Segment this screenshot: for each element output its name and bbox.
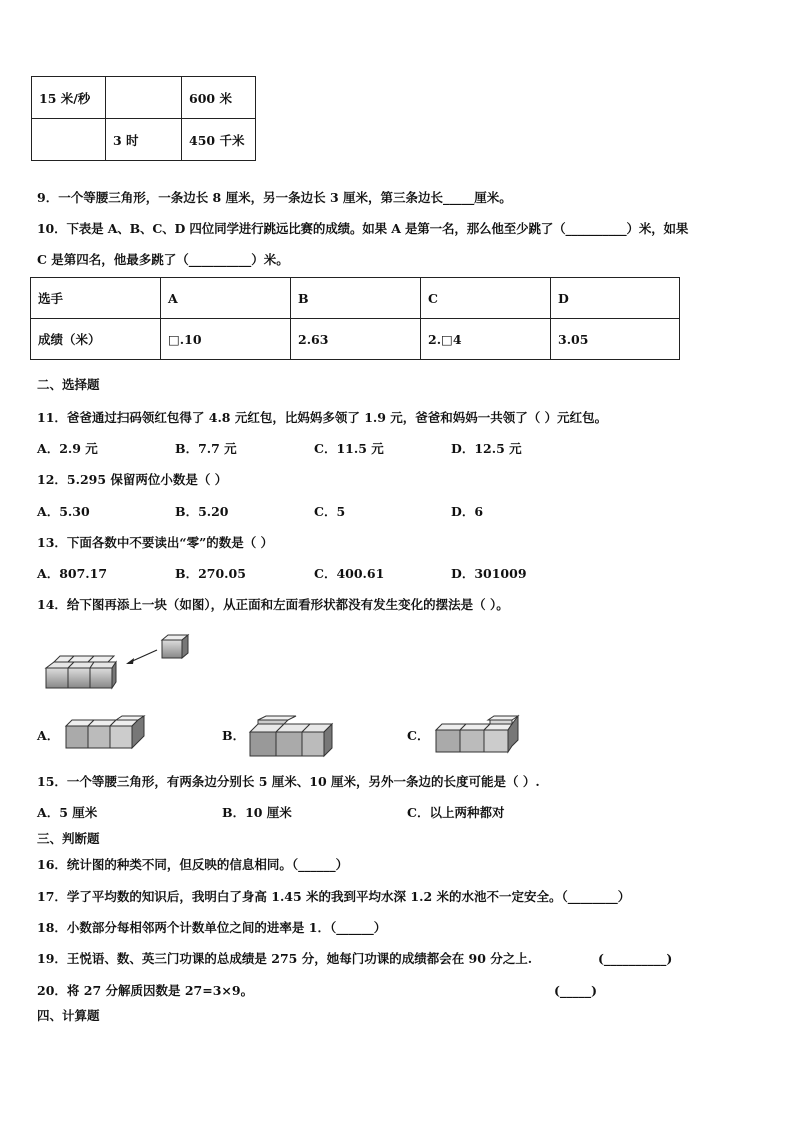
option-d: D．301009 [451,566,527,581]
data-cell: 2.□4 [421,319,551,360]
question-13: 13．下面各数中不要读出“零”的数是（ ） [37,535,274,550]
option-b: B．5.20 [175,504,229,519]
speed-cell: 15 米/秒 [32,77,106,119]
option-a-figure [62,714,152,754]
option-a: A．5.30 [37,504,90,519]
question-19: 19．王悦语、数、英三门功课的总成绩是 275 分，她每门功课的成绩都会在 90 分之上. [37,951,533,966]
section-heading: 二、选择题 [37,377,100,392]
question-10-line2: C 是第四名，他最多跳了（__________）米。 [37,252,289,267]
question-10-line1: 10．下表是 A、B、C、D 四位同学进行跳远比赛的成绩。如果 A 是第一名，那么他至少跳了（__________）米，如果 [37,221,689,236]
time-cell: 3 时 [106,119,182,161]
question-11: 11．爸爸通过扫码领红包得了 4.8 元红包，比妈妈多领了 1.9 元，爸爸和妈妈一共领了（ ）元红包。 [37,410,608,425]
question-15: 15．一个等腰三角形，有两条边分别长 5 厘米、10 厘米，另外一条边的长度可能是（ ）. [37,774,540,789]
header-cell: A [161,278,291,319]
header-cell: 选手 [31,278,161,319]
option-c-figure [432,714,524,756]
answer-blank: (_____) [554,983,598,998]
option-a: A．807.17 [37,566,108,581]
distance-cell: 600 米 [182,77,256,119]
option-b: B．270.05 [175,566,246,581]
jump-results-table [30,277,680,360]
section-heading: 三、判断题 [37,831,100,846]
option-d: D．12.5 元 [451,441,522,456]
option-d: D．6 [451,504,484,519]
option-c: C．以上两种都对 [407,805,505,820]
distance-cell: 450 千米 [182,119,256,161]
question-12: 12．5.295 保留两位小数是（ ） [37,472,228,487]
speed-table [31,76,256,161]
question-17: 17．学了平均数的知识后，我明白了身高 1.45 米的我到平均水深 1.2 米的水池不一定安全。（________） [37,889,631,904]
header-cell: B [291,278,421,319]
cube-base-figure [40,630,200,694]
question-18: 18．小数部分每相邻两个计数单位之间的进率是 1．（______） [37,920,387,935]
header-cell: C [421,278,551,319]
option-c: C．11.5 元 [314,441,384,456]
option-c: C．5 [314,504,346,519]
option-b: B．7.7 元 [175,441,237,456]
speed-cell [32,119,106,161]
data-cell: 成绩（米） [31,319,161,360]
data-cell: □.10 [161,319,291,360]
option-c: C． [407,728,430,743]
option-b: B．10 厘米 [222,805,292,820]
data-cell: 3.05 [551,319,680,360]
option-a: A．2.9 元 [37,441,98,456]
header-cell: D [551,278,680,319]
answer-blank: (__________) [598,951,673,966]
section-heading: 四、计算题 [37,1008,100,1023]
question-20: 20．将 27 分解质因数是 27=3×9。 [37,983,254,998]
question-14: 14．给下图再添上一块（如图），从正面和左面看形状都没有发生变化的摆法是（ ）。 [37,597,509,612]
question-16: 16．统计图的种类不同，但反映的信息相同。（______） [37,857,349,872]
option-c: C．400.61 [314,566,385,581]
question-9: 9．一个等腰三角形，一条边长 8 厘米，另一条边长 3 厘米，第三条边长_____厘米。 [37,190,512,205]
option-a: A．5 厘米 [37,805,98,820]
option-b-figure [244,712,336,760]
option-a: A． [37,728,60,743]
time-cell [106,77,182,119]
option-b: B． [222,728,246,743]
data-cell: 2.63 [291,319,421,360]
